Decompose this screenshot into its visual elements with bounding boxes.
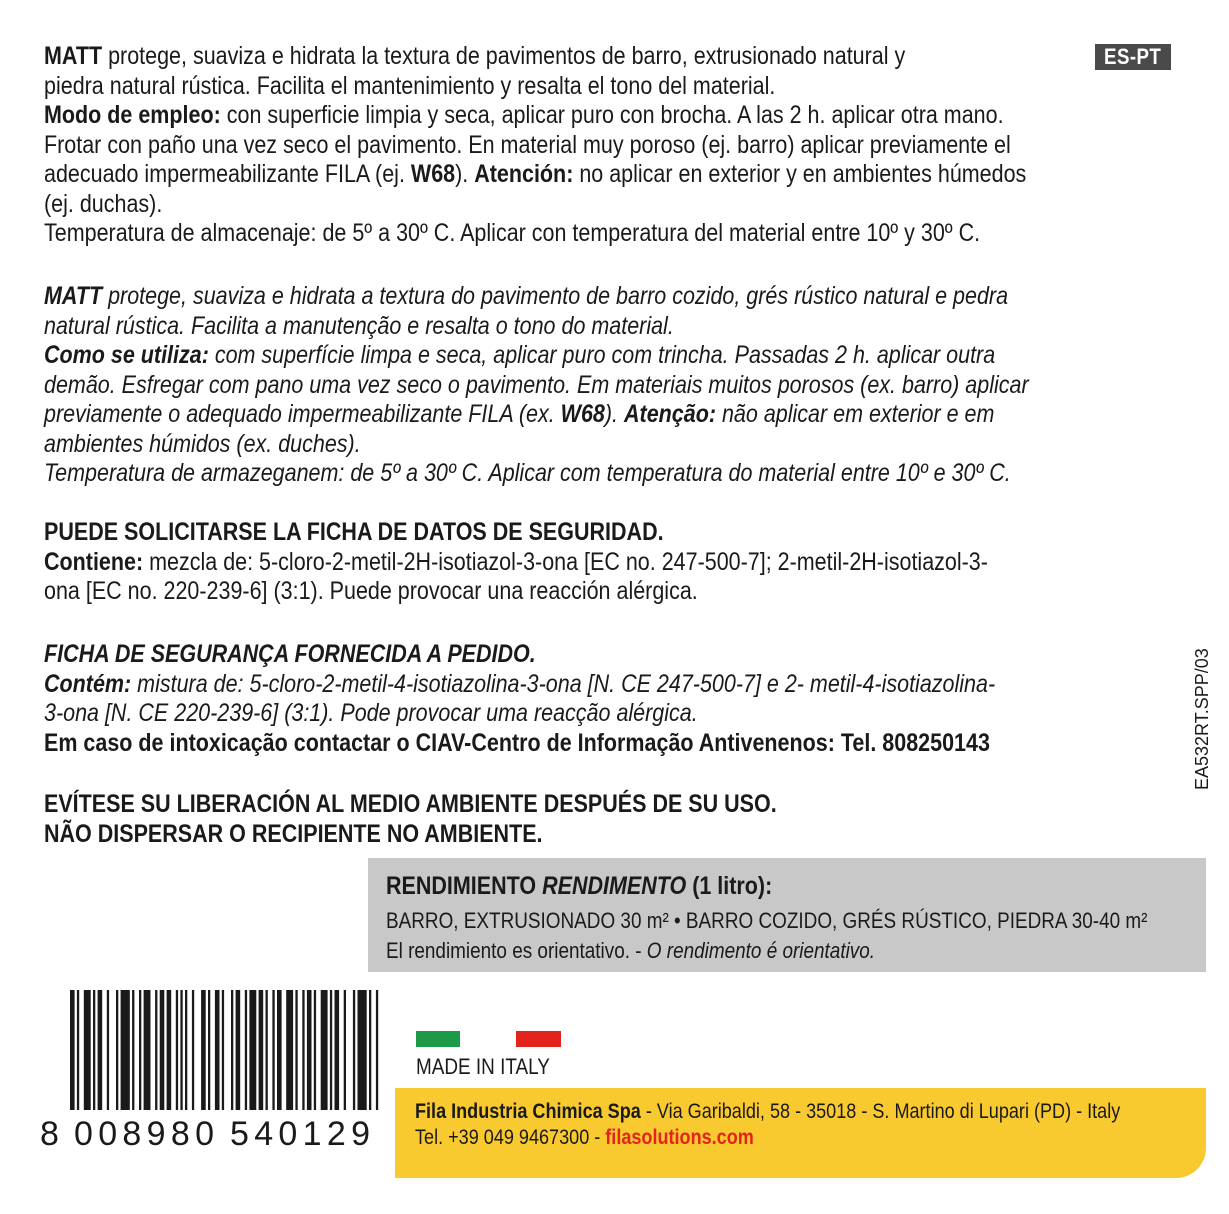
barcode-bar bbox=[344, 990, 346, 1110]
barcode-bar bbox=[369, 990, 371, 1110]
barcode-group-2: 540129 bbox=[230, 1115, 370, 1150]
yield-box bbox=[368, 858, 1206, 972]
barcode-bar bbox=[277, 990, 282, 1110]
barcode-bar bbox=[121, 990, 130, 1110]
barcode-bar bbox=[222, 990, 224, 1110]
barcode-bar bbox=[286, 990, 293, 1110]
barcode-bar bbox=[185, 990, 187, 1110]
company-info bbox=[395, 1088, 1206, 1178]
spanish-instructions: MATT protege, suaviza e hidrata la textura de pavimentos de barro, extrusionado natural y piedra natural rústica. Facilita el mantenimiento y resalta el tono del material. Modo de empleo: con superficie limpia y seca, aplicar puro con brocha. A las 2 h. aplicar otra mano. Frotar con paño una vez seco el pavimento. En material muy poroso (ej. barro) aplicar previamente el adecuado impermeabilizante FILA (ej. W68). Atención: no aplicar en exterior y en ambientes húmedos (ej. duchas). Temperatura de almacenaje: de 5º a 30º C. Aplicar con temperatura del material entre 10º y 30º C. bbox=[44, 42, 1027, 247]
barcode-bar bbox=[84, 990, 91, 1110]
barcode-bar bbox=[180, 990, 182, 1110]
safety-portuguese: FICHA DE SEGURANÇA FORNECIDA A PEDIDO. Contém: mistura de: 5-cloro-2-metil-4-isotiazolina-3-ona [N. CE 247-500-7] e 2- metil-4-isotiazolina- 3-ona [N. CE 220-239-6] (3:1). Pode provocar uma reacção alérgica. Em caso de intoxicação contactar o CIAV-Centro de Informação Antivenenos: Tel. 808250143 bbox=[44, 640, 996, 757]
barcode-bar bbox=[144, 990, 151, 1110]
barcode-bar bbox=[302, 990, 304, 1110]
barcode-bar bbox=[107, 990, 109, 1110]
barcode-bar bbox=[70, 990, 75, 1110]
barcode-bar bbox=[98, 990, 103, 1110]
barcode-bar bbox=[249, 990, 256, 1110]
barcode-bar bbox=[236, 990, 241, 1110]
barcode bbox=[40, 990, 380, 1150]
barcode-bar bbox=[321, 990, 328, 1110]
barcode-bar bbox=[215, 990, 220, 1110]
barcode-bar bbox=[139, 990, 141, 1110]
barcode-bar bbox=[330, 990, 332, 1110]
company-phone: Tel. +39 049 9467300 - bbox=[415, 1126, 606, 1149]
barcode-bar bbox=[295, 990, 297, 1110]
barcode-bar bbox=[167, 990, 172, 1110]
company-website[interactable]: filasolutions.com bbox=[605, 1126, 754, 1149]
yield-title: RENDIMIENTO RENDIMENTO (1 litro): bbox=[386, 872, 773, 900]
barcode-bar bbox=[116, 990, 118, 1110]
environment-warning: EVÍTESE SU LIBERACIÓN AL MEDIO AMBIENTE DESPUÉS DE SU USO. NÃO DISPERSAR O RECIPIENTE NO AMBIENTE. bbox=[44, 790, 777, 848]
barcode-bar bbox=[93, 990, 95, 1110]
barcode-bar bbox=[266, 990, 268, 1110]
product-code: EA532RT.SPP/03 bbox=[1192, 648, 1212, 790]
barcode-bar bbox=[155, 990, 157, 1110]
barcode-first-digit: 8 bbox=[40, 1115, 59, 1150]
barcode-bar bbox=[259, 990, 264, 1110]
yield-values: BARRO, EXTRUSIONADO 30 m² • BARRO COZIDO, GRÉS RÚSTICO, PIEDRA 30-40 m² bbox=[386, 908, 1148, 933]
barcode-bar bbox=[231, 990, 233, 1110]
barcode-bar bbox=[272, 990, 274, 1110]
barcode-bar bbox=[307, 990, 312, 1110]
barcode-bar bbox=[376, 990, 378, 1110]
italy-flag-icon bbox=[416, 1031, 562, 1047]
barcode-bar bbox=[208, 990, 210, 1110]
barcode-bar bbox=[245, 990, 247, 1110]
barcode-bar bbox=[201, 990, 206, 1110]
barcode-bar bbox=[132, 990, 134, 1110]
company-address: - Via Garibaldi, 58 - 35018 - S. Martino di Lupari (PD) - Italy bbox=[640, 1100, 1121, 1123]
barcode-bar bbox=[160, 990, 165, 1110]
barcode-bar bbox=[358, 990, 367, 1110]
safety-spanish: PUEDE SOLICITARSE LA FICHA DE DATOS DE SEGURIDAD. Contiene: mezcla de: 5-cloro-2-metil-2H-isotiazol-3-ona [EC no. 247-500-7]; 2-metil-2H-isotiazol-3- ona [EC no. 220-239-6] (3:1). Puede provocar una reacción alérgica. bbox=[44, 518, 988, 605]
language-badge: ES-PT bbox=[1095, 44, 1171, 70]
barcode-bar bbox=[176, 990, 178, 1110]
company-name: Fila Industria Chimica Spa bbox=[415, 1100, 641, 1123]
barcode-bar bbox=[77, 990, 79, 1110]
barcode-group-1: 008980 bbox=[74, 1115, 214, 1150]
barcode-bar bbox=[192, 990, 194, 1110]
barcode-bar bbox=[314, 990, 316, 1110]
barcode-bar bbox=[335, 990, 340, 1110]
barcode-bar bbox=[353, 990, 355, 1110]
made-in-italy: MADE IN ITALY bbox=[416, 1054, 550, 1079]
portuguese-instructions: MATT protege, suaviza e hidrata a textura do pavimento de barro cozido, grés rústico natural e pedra natural rústica. Facilita a manutenção e resalta o tono do material. Como se utiliza: com superfície limpa e seca, aplicar puro com trincha. Passadas 2 h. aplicar outra demão. Esfregar com pano uma vez seco o pavimento. Em materiais muitos porosos (ex. barro) aplicar previamente o adequado impermeabilizante FILA (ex. W68). Atenção: não aplicar em exterior e em ambientes húmidos (ex. duches). Temperatura de armazeganem: de 5º a 30º C. Aplicar com temperatura do material entre 10º e 30º C. bbox=[44, 282, 1029, 487]
yield-note: El rendimiento es orientativo. - O rendimento é orientativo. bbox=[386, 938, 876, 963]
